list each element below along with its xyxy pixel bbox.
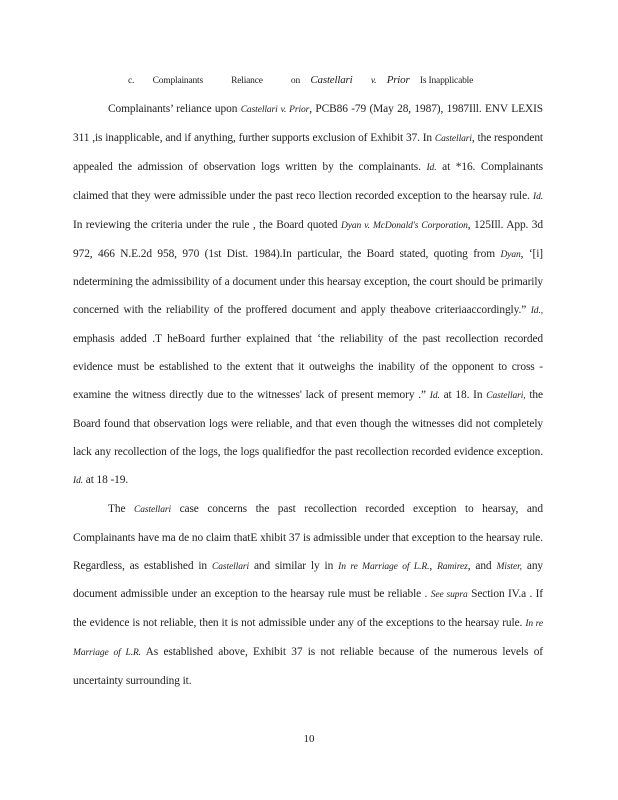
heading-vs: v. bbox=[370, 76, 377, 86]
citation-italic: Id. bbox=[533, 191, 543, 202]
citation-italic: In re Marriage of L.R. bbox=[338, 561, 430, 572]
text-run: Complainants’ reliance upon bbox=[108, 103, 241, 115]
paragraph-1 bbox=[73, 96, 543, 496]
citation-italic: Castellari, bbox=[486, 391, 526, 402]
citation-italic: Dyan v. McDonald's Corporation bbox=[341, 220, 468, 231]
text-run: , 125Ill. App. 3d 972, 466 N.E.2d 958, 970 (1st Dist. 1984).In particular, the Board stated, quoting from bbox=[73, 218, 543, 260]
citation-italic: Castellari bbox=[211, 561, 249, 572]
citation-italic: Castellari v. Prior bbox=[240, 105, 310, 115]
citation-italic: Ramirez bbox=[437, 561, 468, 572]
heading-case-2: Prior bbox=[386, 74, 410, 86]
citation-italic: In re Marriage of L.R. bbox=[73, 619, 543, 659]
citation-italic: Castellari bbox=[434, 133, 472, 144]
text-run: , and bbox=[467, 559, 497, 572]
text-run: at *16. Complainants claimed that they were admissible under the past reco llection recorded exception to the hearsay rule. bbox=[73, 160, 544, 202]
citation-italic: See supra bbox=[430, 590, 468, 601]
text-run: , PCB86 -79 (May 28, 1987), 1987Ill. ENV LEXIS 311 ,is inapplicable, and if anything, further supports exclusion of Exhibit 37. In bbox=[73, 103, 544, 144]
citation-italic: Mister, bbox=[496, 561, 522, 572]
text-run: , the respondent appealed the admission of observation logs written by the complainants. bbox=[73, 131, 543, 173]
text-run: any document admissible under an exception to the hearsay rule must be reliable . bbox=[73, 559, 544, 601]
citation-italic: Id., bbox=[530, 306, 543, 317]
text-run: at 18. In bbox=[439, 389, 487, 402]
text-run: Section IV.a . If the evidence is not reliable, then it is not admissible under any of the exceptions to the hearsay rule. bbox=[73, 588, 543, 630]
citation-italic: Castellari bbox=[133, 504, 171, 515]
heading-case-1: Castellari bbox=[310, 74, 353, 86]
citation-italic: Id. bbox=[429, 391, 440, 402]
text-run: , bbox=[429, 559, 438, 572]
citation-italic: Id. bbox=[73, 475, 83, 486]
text-run: at 18 -19. bbox=[83, 473, 129, 486]
text-run: , ‘[i] ndetermining the admissibility of a document under this hearsay exception, the court should be primarily concerned with the reliability of the proffered document and apply theabove criteriaaccordingly.” bbox=[73, 247, 544, 317]
body-text bbox=[73, 96, 543, 696]
text-run: the Board found that observation logs were reliable, and that even though the witnesses did not completely lack any recollection of the logs, the logs qualifiedfor the past recollection recorded evidence exception. bbox=[73, 389, 543, 458]
text-run: and similar ly in bbox=[249, 559, 339, 572]
citation-italic: Id. bbox=[426, 162, 437, 173]
text-run: As established above, Exhibit 37 is not reliable because of the numerous levels of uncertainty surrounding it. bbox=[73, 646, 543, 688]
heading-text-2: Is Inapplicable bbox=[419, 76, 474, 86]
page-number: 10 bbox=[303, 733, 315, 745]
section-heading bbox=[128, 74, 568, 86]
heading-marker: c. bbox=[128, 76, 135, 86]
text-run: case concerns the past recollection recorded exception to hearsay, and Complainants have ma de no claim thatE xhibit 37 is admissible under that exception to the hearsay rule. Regardless, as established in bbox=[73, 502, 543, 572]
text-run: In reviewing the criteria under the rule , the Board quoted bbox=[73, 218, 342, 231]
citation-italic: Dyan bbox=[500, 249, 521, 260]
text-run: emphasis added .T heBoard further explained that ‘the reliability of the past recollection recorded evidence must be established to the extent that it outweighs the inability of the opponent to cross -examine the witness directly due to the witnesses' lack of present memory .” bbox=[73, 333, 543, 402]
heading-text-1: Complainants Reliance on bbox=[152, 76, 301, 86]
text-run: The bbox=[108, 502, 134, 515]
paragraph-2 bbox=[73, 496, 543, 696]
